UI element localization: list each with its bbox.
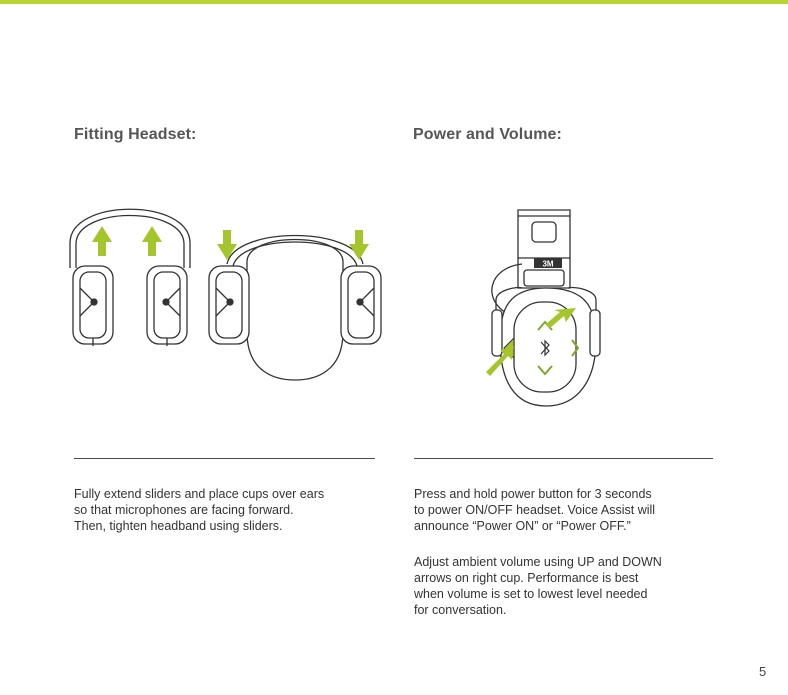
fitting-divider [74, 458, 375, 459]
brand-logo-text: 3M [542, 259, 554, 269]
fitting-line: Fully extend sliders and place cups over ears [74, 487, 325, 501]
headset-on-head-illustration [205, 222, 385, 387]
arrow-up-right [142, 226, 162, 256]
arrow-up-left [92, 226, 112, 256]
fitting-headset-heading: Fitting Headset: [74, 126, 197, 143]
fitting-line: so that microphones are facing forward. [74, 503, 294, 517]
power-instructions [414, 486, 704, 534]
volume-line: arrows on right cup. Performance is best [414, 571, 639, 585]
power-volume-heading: Power and Volume: [413, 126, 562, 143]
arrow-down-right [349, 230, 369, 260]
headset-extended-illustration [60, 188, 200, 358]
volume-line: Adjust ambient volume using UP and DOWN [414, 555, 662, 569]
fitting-line: Then, tighten headband using sliders. [74, 519, 283, 533]
top-accent-bar [0, 0, 788, 4]
volume-line: when volume is set to lowest level needed [414, 587, 648, 601]
power-line: announce “Power ON” or “Power OFF.” [414, 519, 631, 533]
volume-instructions [414, 554, 704, 618]
volume-line: for conversation. [414, 603, 507, 617]
power-line: to power ON/OFF headset. Voice Assist will [414, 503, 656, 517]
headset-controls-illustration [478, 210, 618, 415]
power-line: Press and hold power button for 3 seconds [414, 487, 652, 501]
arrow-down-left [217, 230, 237, 260]
fitting-instructions [74, 486, 364, 534]
page-number: 5 [759, 664, 767, 679]
power-divider [414, 458, 713, 459]
